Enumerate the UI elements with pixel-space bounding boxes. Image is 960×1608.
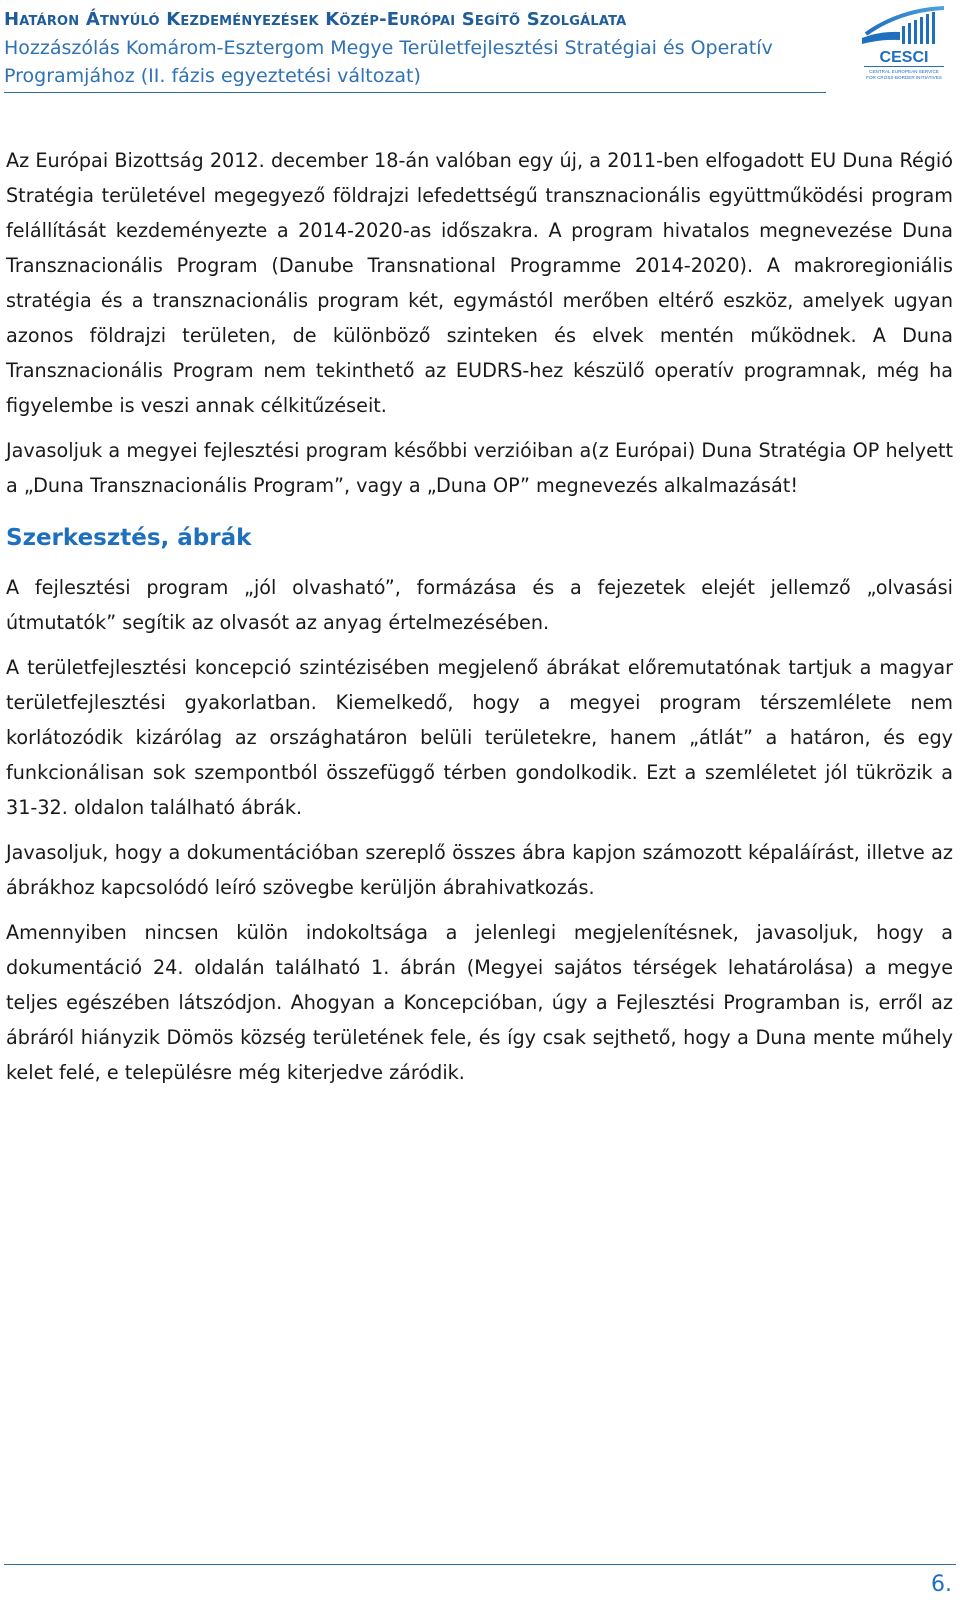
page-header: [4, 6, 826, 93]
svg-text:CESCI: CESCI: [879, 49, 929, 66]
cesci-logo: [860, 4, 948, 80]
svg-text:CENTRAL EUROPEAN SERVICE: CENTRAL EUROPEAN SERVICE: [869, 69, 939, 74]
paragraph-readability: A fejlesztési program „jól olvasható”, formázása és a fejezetek elejét jellemző „olvasási útmutatók” segítik az olvasót az anyag értelmezésében.: [6, 576, 953, 634]
paragraph-map-coverage: Amennyiben nincsen külön indokoltsága a jelenlegi megjelenítésnek, javasoljuk, hogy a dokumentáció 24. oldalán található 1. ábrán (Megyei sajátos térségek lehatárolása) a megye teljes egészében látszódjon. Ahogyan a Koncepcióban, úgy a Fejlesztési Programban is, erről az ábráról hiányzik Dömös község területének fele, és így csak sejthető, hogy a Duna mente műhely kelet felé, e településre még kiterjedve záródik.: [6, 921, 953, 1084]
paragraph-figures-praise: A területfejlesztési koncepció szintézisében megjelenő ábrákat előremutatónak tartjuk a magyar területfejlesztési gyakorlatban. Kiemelkedő, hogy a megyei program térszemlélete nem korlátozódik kizárólag az országhatáron belüli területekre, hanem „átlát” a határon, és egy funkcionálisan sok szempontból összefüggő térben gondolkodik. Ezt a szemléletet jól tükrözik a 31-32. oldalon található ábrák.: [6, 656, 953, 819]
organization-title: Határon Átnyúló Kezdeményezések Közép-Európai Segítő Szolgálata: [4, 9, 627, 30]
paragraph-naming-recommendation: Javasoljuk a megyei fejlesztési program későbbi verzióiban a(z Európai) Duna Stratégia OP helyett a „Duna Transznacionális Program”, vagy a „Duna OP” megnevezés alkalmazását!: [6, 439, 953, 497]
svg-text:FOR CROSS-BORDER INITIATIVES: FOR CROSS-BORDER INITIATIVES: [866, 75, 942, 80]
section-heading: Szerkesztés, ábrák: [6, 525, 252, 551]
paragraph-danube-programme: Az Európai Bizottság 2012. december 18-án valóban egy új, a 2011-ben elfogadott EU Duna Régió Stratégia területével megegyező földrajzi lefedettségű transznacionális együttműködési program felállítását kezdeményezte a 2014-2020-as időszakra. A program hivatalos megnevezése Duna Transznacionális Program (Danube Transnational Programme 2014-2020). A makroregioniális stratégia és a transznacionális program két, egymástól merőben eltérő eszköz, amelyek ugyan azonos földrajzi területen, de különböző szinteken és elvek mentén működnek. A Duna Transznacionális Program nem tekinthető az EUDRS-hez készülő operatív programnak, még ha figyelembe is veszi annak célkitűzéseit.: [6, 149, 953, 417]
document-title-line-2: Programjához (II. fázis egyeztetési változat): [4, 65, 421, 87]
main-content: [6, 143, 953, 1100]
footer-divider: [4, 1564, 956, 1565]
cesci-logo-icon: [860, 4, 948, 80]
document-title-line-1: Hozzászólás Komárom-Esztergom Megye Területfejlesztési Stratégiai és Operatív: [4, 37, 773, 59]
page-number: 6.: [931, 1572, 952, 1597]
paragraph-figure-captions: Javasoljuk, hogy a dokumentációban szereplő összes ábra kapjon számozott képaláírást, illetve az ábrákhoz kapcsolódó leíró szövegbe kerüljön ábrahivatkozás.: [6, 841, 953, 899]
